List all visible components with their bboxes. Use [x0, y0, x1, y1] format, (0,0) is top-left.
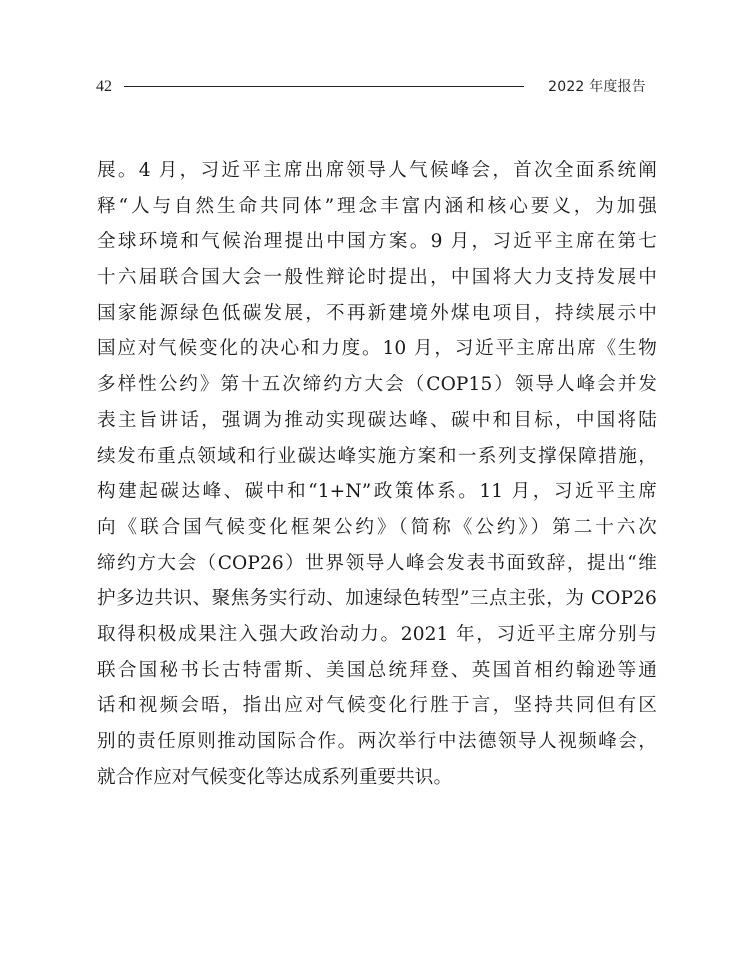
text-line: 话和视频会晤，指出应对气候变化行胜于言，坚持共同但有区 [97, 695, 657, 717]
text-line: 缔约方大会（COP26）世界领导人峰会发表书面致辞，提出“维 [97, 552, 657, 574]
text-line: 别的责任原则推动国际合作。两次举行中法德领导人视频峰会， [97, 731, 657, 752]
text-line: 向《联合国气候变化框架公约》（简称《公约》）第二十六次 [97, 516, 657, 538]
text-line: 联合国秘书长古特雷斯、美国总统拜登、英国首相约翰逊等通 [97, 659, 657, 681]
text-line: 护多边共识、聚焦务实行动、加速绿色转型”三点主张，为 COP26 [97, 588, 657, 610]
text-line: 构建起碳达峰、碳中和“1+N”政策体系。11 月，习近平主席 [97, 481, 657, 503]
text-line: 就合作应对气候变化等达成系列重要共识。 [97, 766, 453, 788]
text-line: 表主旨讲话，强调为推动实现碳达峰、碳中和目标，中国将陆 [97, 409, 657, 431]
text-line: 多样性公约》第十五次缔约方大会（COP15）领导人峰会并发 [97, 374, 657, 396]
header-rule [124, 86, 524, 87]
text-line: 国应对气候变化的决心和力度。10 月，习近平主席出席《生物 [97, 338, 657, 360]
text-line: 取得积极成果注入强大政治动力。2021 年，习近平主席分别与 [97, 623, 657, 645]
text-line: 国家能源绿色低碳发展，不再新建境外煤电项目，持续展示中 [97, 302, 657, 324]
text-line: 释“人与自然生命共同体”理念丰富内涵和核心要义，为加强 [97, 195, 657, 217]
text-line: 续发布重点领域和行业碳达峰实施方案和一系列支撑保障措施， [97, 445, 657, 467]
page-header [96, 76, 646, 98]
text-line: 全球环境和气候治理提出中国方案。9 月，习近平主席在第七 [97, 231, 657, 253]
body-paragraph [97, 153, 657, 795]
running-title: 2022 年度报告 [548, 79, 646, 95]
text-line: 十六届联合国大会一般性辩论时提出，中国将大力支持发展中 [97, 267, 657, 289]
text-line: 展。4 月，习近平主席出席领导人气候峰会，首次全面系统阐 [97, 160, 657, 181]
page-number: 42 [96, 78, 112, 95]
